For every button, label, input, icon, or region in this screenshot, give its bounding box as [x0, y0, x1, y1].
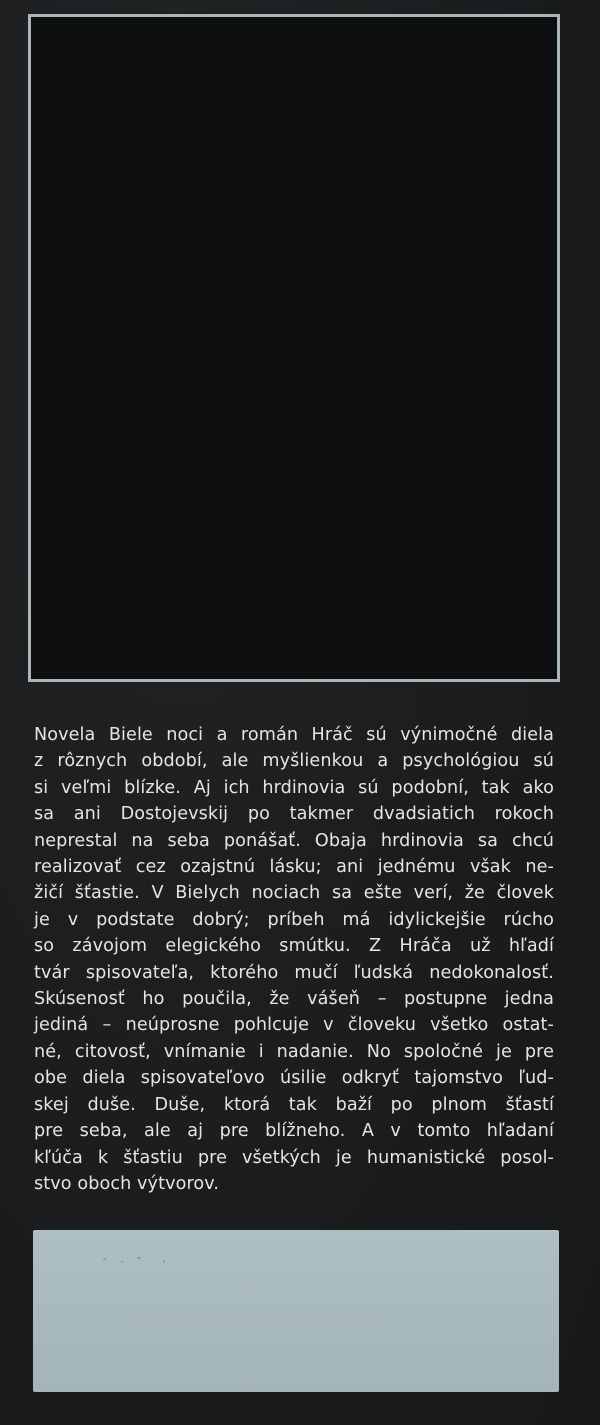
blurb-line: jediná – neúprosne pohlcuje v človeku všetko ostat-	[34, 1015, 554, 1036]
blurb-line: z rôznych období, ale myšlienkou a psychológiou sú	[34, 751, 554, 772]
speck-mark	[137, 1257, 141, 1259]
blurb-line: obe diela spisovateľovo úsilie odkryť tajomstvo ľud-	[34, 1068, 554, 1089]
blurb-line: neprestal na seba ponášať. Obaja hrdinovia sa chcú	[34, 830, 554, 851]
blurb-line: realizovať cez ozajstnú lásku; ani jednému však ne-	[34, 857, 554, 878]
speck-mark	[121, 1261, 123, 1263]
image-frame	[28, 14, 560, 682]
speck-mark	[163, 1260, 165, 1263]
blurb-line: so závojom elegického smútku. Z Hráča už hľadí	[34, 936, 554, 957]
blurb-line: kľúča k šťastiu pre všetkých je humanistické posol-	[34, 1147, 554, 1168]
blurb-line: je v podstate dobrý; príbeh má idylickejšie rúcho	[34, 909, 554, 930]
blurb-line: sa ani Dostojevskij po takmer dvadsiatich rokoch	[34, 804, 554, 825]
blurb-line: stvo oboch výtvorov.	[34, 1173, 220, 1194]
blurb-line: Skúsenosť ho poučila, že vášeň – postupne jedna	[34, 989, 554, 1010]
blurb-line: si veľmi blízke. Aj ich hrdinovia sú podobní, tak ako	[34, 777, 554, 798]
speck-mark	[103, 1258, 106, 1260]
blurb-line: žičí šťastie. V Bielych nociach sa ešte verí, že človek	[34, 883, 554, 904]
blurb-line: pre seba, ale aj pre blížneho. A v tomto hľadaní	[34, 1121, 554, 1142]
blurb-text	[34, 722, 554, 1197]
blurb-line: Novela Biele noci a román Hráč sú výnimočné diela	[34, 725, 554, 745]
blurb-line: skej duše. Duše, ktorá tak baží po plnom šťastí	[34, 1094, 554, 1115]
blurb-line: tvár spisovateľa, ktorého mučí ľudská nedokonalosť.	[34, 962, 554, 983]
label-panel	[33, 1230, 559, 1392]
blurb-line: né, citovosť, vnímanie i nadanie. No spoločné je pre	[34, 1041, 554, 1062]
